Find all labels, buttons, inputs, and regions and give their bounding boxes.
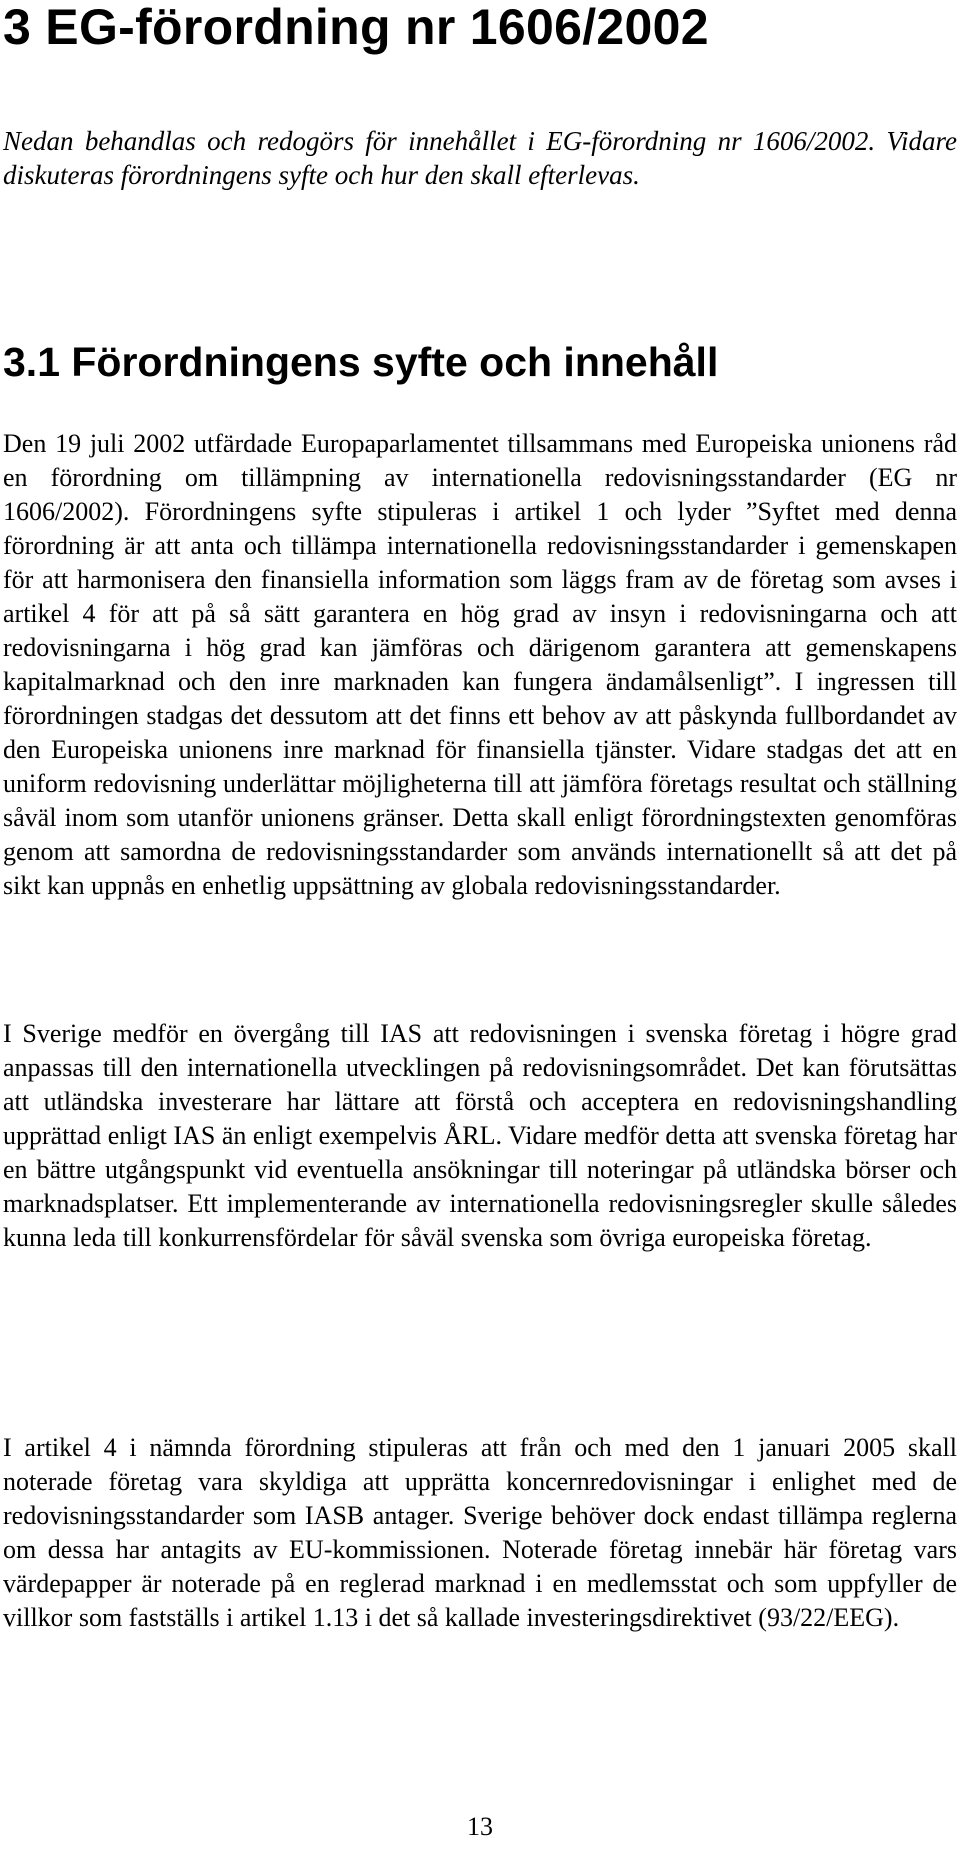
chapter-intro: Nedan behandlas och redogörs för innehållet i EG-förordning nr 1606/2002. Vidare diskuteras förordningens syfte och hur den skall efterlevas. (3, 126, 957, 190)
page-number: 13 (467, 1812, 493, 1841)
body-paragraph: I artikel 4 i nämnda förordning stipuleras att från och med den 1 januari 2005 skall noterade företag vara skyldiga att upprätta koncernredovisningar i enlighet med de redovisningsstandarder som IASB antager. Sverige behöver dock endast tillämpa reglerna om dessa har antagits av EU-kommissionen. Noterade företag innebär här företag vars värdepapper är noterade på en reglerad marknad i en medlemsstat och som uppfyller de villkor som fastställs i artikel 1.13 i det så kallade investeringsdirektivet (93/22/EEG). (3, 1433, 957, 1632)
section-heading: 3.1 Förordningens syfte och innehåll (3, 339, 719, 385)
chapter-heading: 3 EG-förordning nr 1606/2002 (3, 0, 709, 55)
body-paragraph: Den 19 juli 2002 utfärdade Europaparlamentet tillsammans med Europeiska unionens råd en förordning om tillämpning av internationella redovisningsstandarder (EG nr 1606/2002). Förordningens syfte stipuleras i artikel 1 och lyder ”Syftet med denna förordning är att anta och tillämpa internationella redovisningsstandarder i gemenskapen för att harmonisera den finansiella information som läggs fram av de företag som avses i artikel 4 för att på så sätt garantera en hög grad av insyn i redovisningarna och att redovisningarna i hög grad kan jämföras och därigenom garantera att gemenskapens kapitalmarknad och den inre marknaden kan fungera ändamålsenligt”. I ingressen till förordningen stadgas det dessutom att det finns ett behov av att påskynda fullbordandet av den Europeiska unionens inre marknad för finansiella tjänster. Vidare stadgas det att en uniform redovisning underlättar möjligheterna till att jämföra företags resultat och ställning såväl inom som utanför unionens gränser. Detta skall enligt förordningstexten genomföras genom att samordna de redovisningsstandarder som används internationellt så att det på sikt kan uppnås en enhetlig uppsättning av globala redovisningsstandarder. (3, 429, 957, 900)
body-paragraph: I Sverige medför en övergång till IAS att redovisningen i svenska företag i högre grad anpassas till den internationella utvecklingen på redovisningsområdet. Det kan förutsättas att utländska investerare har lättare att förstå och acceptera en redovisningshandling upprättad enligt IAS än enligt exempelvis ÅRL. Vidare medför detta att svenska företag har en bättre utgångspunkt vid eventuella ansökningar till noteringar på utländska börser och marknadsplatser. Ett implementerande av internationella redovisningsregler skulle således kunna leda till konkurrensfördelar för såväl svenska som övriga europeiska företag. (3, 1019, 957, 1252)
